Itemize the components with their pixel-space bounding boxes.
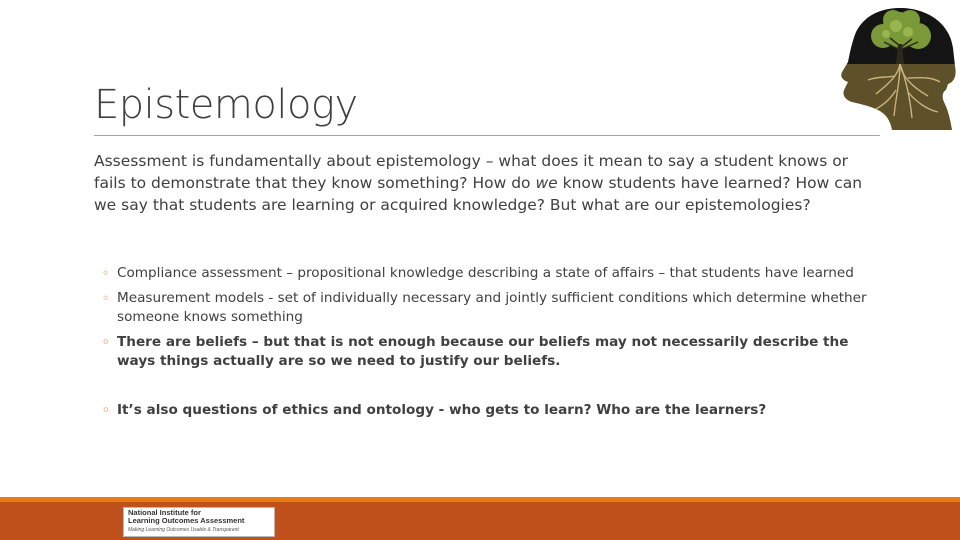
nilo-logo	[123, 507, 275, 537]
bullet-marker-icon: ◦	[102, 403, 110, 417]
bullet-text: There are beliefs – but that is not enough because our beliefs may not necessarily describe the ways things actually are so we need to justify our beliefs.	[117, 334, 849, 369]
head-with-tree-icon	[838, 6, 960, 130]
bullet-text: Compliance assessment – propositional knowledge describing a state of affairs – that students have learned	[117, 265, 854, 281]
logo-tagline: Making Learning Outcomes Usable & Transparent	[128, 527, 239, 533]
logo-line-2: Learning Outcomes Assessment	[128, 516, 245, 525]
bullet-item	[102, 289, 872, 327]
bullet-item	[102, 333, 872, 371]
bullet-marker-icon: ◦	[102, 335, 110, 349]
logo-line-1: National Institute for	[128, 508, 201, 517]
bullet-marker-icon: ◦	[102, 291, 110, 305]
bullet-item	[102, 264, 872, 283]
slide-title: Epistemology	[94, 82, 358, 128]
title-divider	[94, 135, 880, 136]
bullet-item	[102, 401, 872, 420]
intro-paragraph	[94, 150, 869, 216]
intro-emphasis: we	[535, 174, 558, 192]
intro-text-1: Assessment is fundamentally about epistemology – what does it mean to say a student knows or fails to demonstrate that they know something? How do	[94, 152, 849, 192]
bullet-text: It’s also questions of ethics and ontology - who gets to learn? Who are the learners?	[117, 402, 767, 418]
intro-text-2: know students have learned? How can we say that students are learning or acquired knowledge? But what are our epistemologies?	[94, 174, 863, 214]
bullet-text: Measurement models - set of individually necessary and jointly sufficient conditions which determine whether someone knows something	[117, 290, 867, 325]
bullet-list	[102, 264, 872, 420]
bullet-marker-icon: ◦	[102, 266, 110, 280]
